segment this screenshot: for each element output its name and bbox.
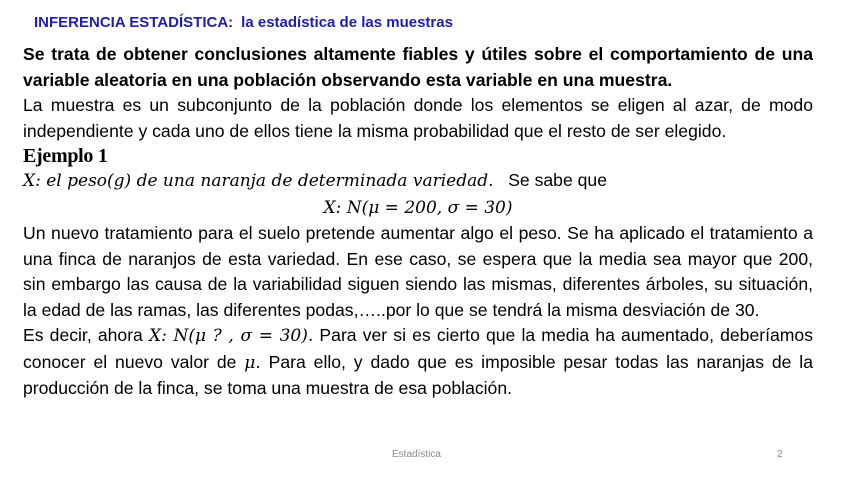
variable-tail: Se sabe que: [508, 170, 607, 190]
variable-definition: X: el peso(g) de una naranja de determinada variedad.: [23, 171, 494, 191]
footer-label: Estadística: [392, 449, 441, 460]
slide-body: [23, 42, 813, 402]
slide-header: [34, 14, 453, 31]
variable-definition-line: [23, 168, 813, 195]
conclusion-paragraph: [23, 323, 813, 402]
header-title: INFERENCIA ESTADÍSTICA:: [34, 14, 234, 31]
conclusion-formula: X: N(μ ? , σ = 30).: [148, 326, 314, 346]
conclusion-end: Para ello, y dado que es imposible pesar todas las naranjas de la producción de la finca, se toma una muestra de esa población.: [23, 351, 814, 398]
sample-definition-paragraph: La muestra es un subconjunto de la población donde los elementos se eligen al azar, de modo independiente y cada uno de ellos tiene la misma probabilidad que el resto de ser elegido.: [23, 95, 813, 141]
distribution-formula: X: N(μ = 200, σ = 30): [323, 197, 513, 218]
example-title: Ejemplo 1: [23, 145, 108, 167]
treatment-paragraph: Un nuevo tratamiento para el suelo pretende aumentar algo el peso. Se ha aplicado el tratamiento a una finca de naranjos de esta variedad. En ese caso, se espera que la media sea mayor que 200, sin embargo las causa de la variabilidad siguen siendo las mismas, diferentes árboles, su situación, la edad de las ramas, las diferentes podas,…..por lo que se tendrá la misma desviación de 30.: [23, 223, 813, 320]
conclusion-start: Es decir, ahora: [23, 325, 143, 345]
conclusion-mu: μ.: [244, 352, 261, 373]
distribution-line: [23, 195, 813, 222]
header-subtitle: la estadística de las muestras: [241, 14, 453, 31]
intro-paragraph: Se trata de obtener conclusiones altamente fiables y útiles sobre el comportamiento de una variable aleatoria en una población observando esta variable en una muestra.: [23, 44, 813, 90]
conclusion-middle: Para ver si es cierto que la media ha aumentado, deberíamos conocer el nuevo valor de: [23, 325, 814, 372]
page-number: 2: [777, 449, 783, 460]
